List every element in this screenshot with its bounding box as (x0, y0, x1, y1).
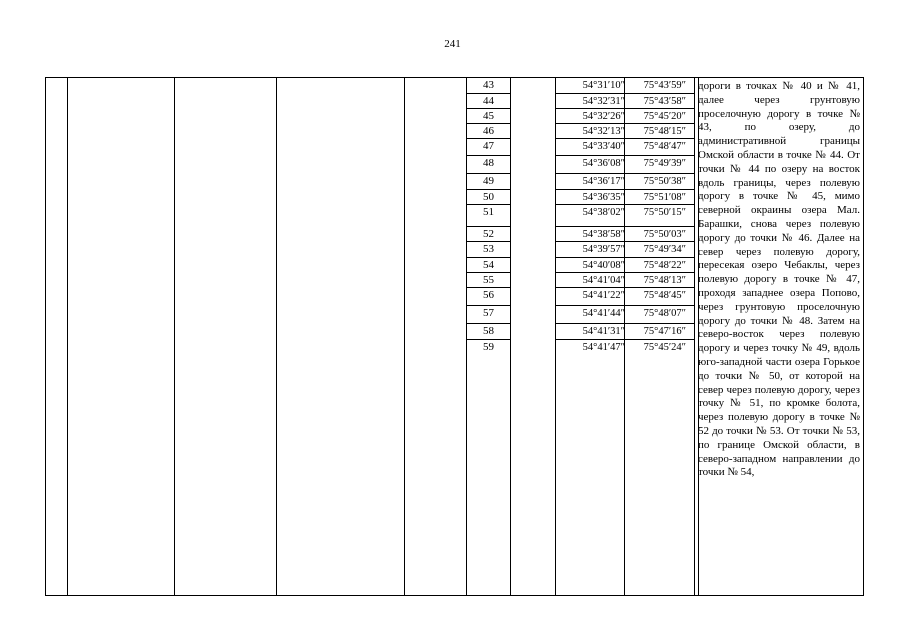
row-divider (466, 204, 510, 205)
description-text: дороги в точках № 40 и № 41, далее через грунтовую проселочную дорогу в точке № 43, по озеру, до административной границы Омской области в точке № 44. От точки № 44 по озеру на восток вдоль границы, через полевую дорогу в точке № 45, мимо северной окраины озера Мал. Барашки, снова через полевую дорогу до точки № 46. Далее на север через полевую дорогу, пересекая озеро Чебаклы, через полевую дорогу в точке № 47, проходя западнее озера Попово, через грунтовую проселочную дорогу до точки № 48. Затем на северо-восток через полевую дорогу и через точку № 49, вдоль юго-западной части озера Горькое до точки № 50, от которой на север через полевую дорогу, через точку № 51, по кромке болота, через полевую дорогу в точке № 52 до точки № 53. От точки № 53, по границе Омской области, в северо-западном направлении до точки № 54, (698, 80, 860, 479)
row-divider (466, 155, 510, 156)
row-divider (555, 323, 694, 324)
point-number: 59 (483, 341, 494, 353)
point-number: 54 (483, 259, 494, 271)
row-divider (466, 241, 510, 242)
longitude-cell: 75°48′47″ (643, 141, 686, 152)
longitude-cell: 75°49′39″ (643, 158, 686, 169)
point-number: 49 (483, 175, 494, 187)
row-divider (555, 204, 694, 205)
column-divider (67, 78, 68, 595)
page-number: 241 (444, 38, 461, 50)
column-divider (404, 78, 405, 595)
longitude-cell: 75°50′15″ (643, 207, 686, 218)
longitude-cell: 75°50′03″ (643, 229, 686, 240)
boundary-table (45, 77, 864, 596)
point-number: 52 (483, 228, 494, 240)
longitude-cell: 75°47′16″ (643, 326, 686, 337)
longitude-cell: 75°43′59″ (643, 80, 686, 91)
latitude-cell: 54°41′44″ (582, 308, 625, 319)
row-divider (466, 138, 510, 139)
latitude-cell: 54°32′13″ (582, 126, 625, 137)
point-number: 50 (483, 191, 494, 203)
longitude-cell: 75°50′38″ (643, 176, 686, 187)
latitude-cell: 54°39′57″ (582, 244, 625, 255)
point-number: 44 (483, 95, 494, 107)
latitude-cell: 54°38′02″ (582, 207, 625, 218)
row-divider (555, 305, 694, 306)
latitude-cell: 54°36′08″ (582, 158, 625, 169)
row-divider (555, 138, 694, 139)
point-number: 56 (483, 289, 494, 301)
longitude-cell: 75°51′08″ (643, 192, 686, 203)
row-divider (555, 173, 694, 174)
latitude-cell: 54°33′40″ (582, 141, 625, 152)
row-divider (555, 241, 694, 242)
row-divider (555, 226, 694, 227)
row-divider (466, 226, 510, 227)
column-divider (694, 78, 695, 595)
row-divider (555, 287, 694, 288)
column-divider (174, 78, 175, 595)
boundary-description (698, 80, 860, 480)
row-divider (466, 305, 510, 306)
longitude-cell: 75°48′13″ (643, 275, 686, 286)
row-divider (466, 272, 510, 273)
row-divider (466, 108, 510, 109)
point-number: 51 (483, 206, 494, 218)
row-divider (555, 123, 694, 124)
longitude-cell: 75°43′58″ (643, 96, 686, 107)
point-number: 53 (483, 243, 494, 255)
row-divider (555, 257, 694, 258)
row-divider (466, 287, 510, 288)
point-number: 58 (483, 325, 494, 337)
column-divider (276, 78, 277, 595)
row-divider (466, 339, 510, 340)
row-divider (555, 93, 694, 94)
point-number: 45 (483, 110, 494, 122)
point-number: 55 (483, 274, 494, 286)
latitude-cell: 54°41′04″ (582, 275, 625, 286)
row-divider (466, 173, 510, 174)
point-number: 48 (483, 157, 494, 169)
point-number: 57 (483, 307, 494, 319)
latitude-cell: 54°36′17″ (582, 176, 625, 187)
longitude-cell: 75°48′15″ (643, 126, 686, 137)
latitude-cell: 54°32′26″ (582, 111, 625, 122)
point-number: 43 (483, 79, 494, 91)
row-divider (466, 93, 510, 94)
point-number: 47 (483, 140, 494, 152)
longitude-cell: 75°48′07″ (643, 308, 686, 319)
row-divider (466, 123, 510, 124)
point-number: 46 (483, 125, 494, 137)
latitude-cell: 54°41′47″ (582, 342, 625, 353)
row-divider (555, 189, 694, 190)
longitude-cell: 75°48′45″ (643, 290, 686, 301)
row-divider (466, 189, 510, 190)
latitude-cell: 54°41′31″ (582, 326, 625, 337)
row-divider (466, 257, 510, 258)
latitude-cell: 54°38′58″ (582, 229, 625, 240)
row-divider (555, 108, 694, 109)
latitude-cell: 54°41′22″ (582, 290, 625, 301)
longitude-cell: 75°45′24″ (643, 342, 686, 353)
latitude-cell: 54°32′31″ (582, 96, 625, 107)
longitude-cell: 75°49′34″ (643, 244, 686, 255)
latitude-cell: 54°40′08″ (582, 260, 625, 271)
row-divider (466, 323, 510, 324)
longitude-cell: 75°48′22″ (643, 260, 686, 271)
row-divider (555, 339, 694, 340)
row-divider (555, 272, 694, 273)
row-divider (555, 155, 694, 156)
latitude-cell: 54°31′10″ (582, 80, 625, 91)
latitude-cell: 54°36′35″ (582, 192, 625, 203)
longitude-cell: 75°45′20″ (643, 111, 686, 122)
